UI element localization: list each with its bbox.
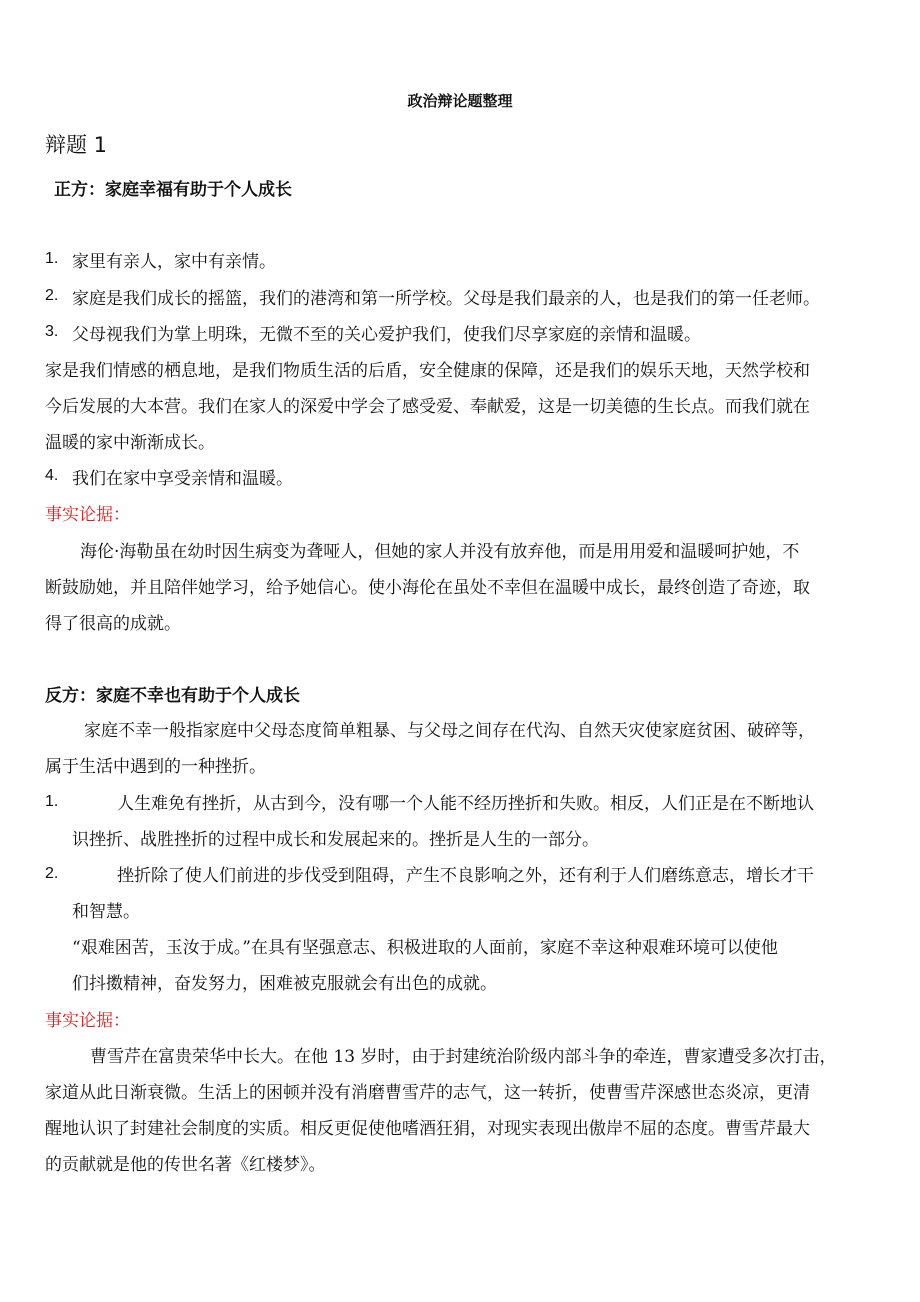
- pro-point-text: 家庭是我们成长的摇篮，我们的港湾和第一所学校。父母是我们最亲的人，也是我们的第一任老师。: [72, 289, 820, 309]
- pro-point-text: 我们在家中享受亲情和温暖。: [72, 469, 293, 489]
- document-title: 政治辩论题整理: [407, 92, 513, 110]
- topic-heading: 辩题 1: [45, 133, 108, 157]
- pro-paragraph-line: 今后发展的大本营。我们在家人的深爱中学会了感受爱、奉献爱，这是一切美德的生长点。而我们就在: [45, 397, 810, 417]
- pro-point-text: 父母视我们为掌上明珠，无微不至的关心爱护我们，使我们尽享家庭的亲情和温暖。: [72, 325, 701, 345]
- con-evidence-line: 的贡献就是他的传世名著《红楼梦》。: [45, 1155, 326, 1175]
- con-intro-line: 家庭不幸一般指家庭中父母态度简单粗暴、与父母之间存在代沟、自然天灾使家庭贫困、破碎等，: [84, 721, 815, 741]
- pro-evidence-line: 断鼓励她，并且陪伴她学习，给予她信心。使小海伦在虽处不幸但在温暖中成长，最终创造了奇迹，取: [45, 578, 810, 598]
- con-point-line: 和智慧。: [72, 902, 140, 922]
- con-evidence-line: 醒地认识了封建社会制度的实质。相反更促使他嗜酒狂狷，对现实表现出傲岸不屈的态度。曹雪芹最大: [45, 1119, 810, 1139]
- con-evidence-line: 家道从此日渐衰微。生活上的困顿并没有消磨曹雪芹的志气，这一转折，使曹雪芹深感世态炎凉，更清: [45, 1083, 810, 1103]
- pro-point-number: 4.: [45, 467, 59, 484]
- pro-paragraph-line: 温暖的家中渐渐成长。: [45, 433, 215, 453]
- con-heading: 反方：家庭不幸也有助于个人成长: [45, 686, 300, 706]
- con-quote-line: “艰难困苦，玉汝于成。”在具有坚强意志、积极进取的人面前，家庭不幸这种艰难环境可以使他: [72, 938, 778, 958]
- con-point-line: 挫折除了使人们前进的步伐受到阻碍，产生不良影响之外，还有利于人们磨练意志，增长才干: [117, 866, 814, 886]
- con-point-line: 识挫折、战胜挫折的过程中成长和发展起来的。挫折是人生的一部分。: [72, 830, 599, 850]
- pro-point-number: 2.: [45, 287, 59, 304]
- con-quote-line: 们抖擞精神，奋发努力，困难被克服就会有出色的成就。: [72, 974, 497, 994]
- pro-point-number: 1.: [45, 250, 59, 267]
- pro-paragraph-line: 家是我们情感的栖息地，是我们物质生活的后盾，安全健康的保障，还是我们的娱乐天地，天然学校和: [45, 361, 810, 381]
- pro-point-text: 家里有亲人，家中有亲情。: [72, 252, 276, 272]
- pro-point-number: 3.: [45, 323, 59, 340]
- con-point-number: 1.: [45, 793, 59, 810]
- con-evidence-label: 事实论据：: [45, 1011, 130, 1031]
- con-point-number: 2.: [45, 865, 59, 882]
- pro-evidence-label: 事实论据：: [45, 505, 130, 525]
- pro-heading: 正方：家庭幸福有助于个人成长: [54, 180, 292, 200]
- pro-evidence-line: 得了很高的成就。: [45, 614, 181, 634]
- con-evidence-line: 曹雪芹在富贵荣华中长大。在他 13 岁时，由于封建统治阶级内部斗争的牵连，曹家遭受多次打击，: [90, 1047, 837, 1067]
- pro-evidence-line: 海伦·海勒虽在幼时因生病变为聋哑人，但她的家人并没有放弃他，而是用用爱和温暖呵护她，不: [80, 542, 800, 562]
- con-intro-line: 属于生活中遇到的一种挫折。: [45, 757, 266, 777]
- con-point-line: 人生难免有挫折，从古到今，没有哪一个人能不经历挫折和失败。相反，人们正是在不断地认: [117, 794, 814, 814]
